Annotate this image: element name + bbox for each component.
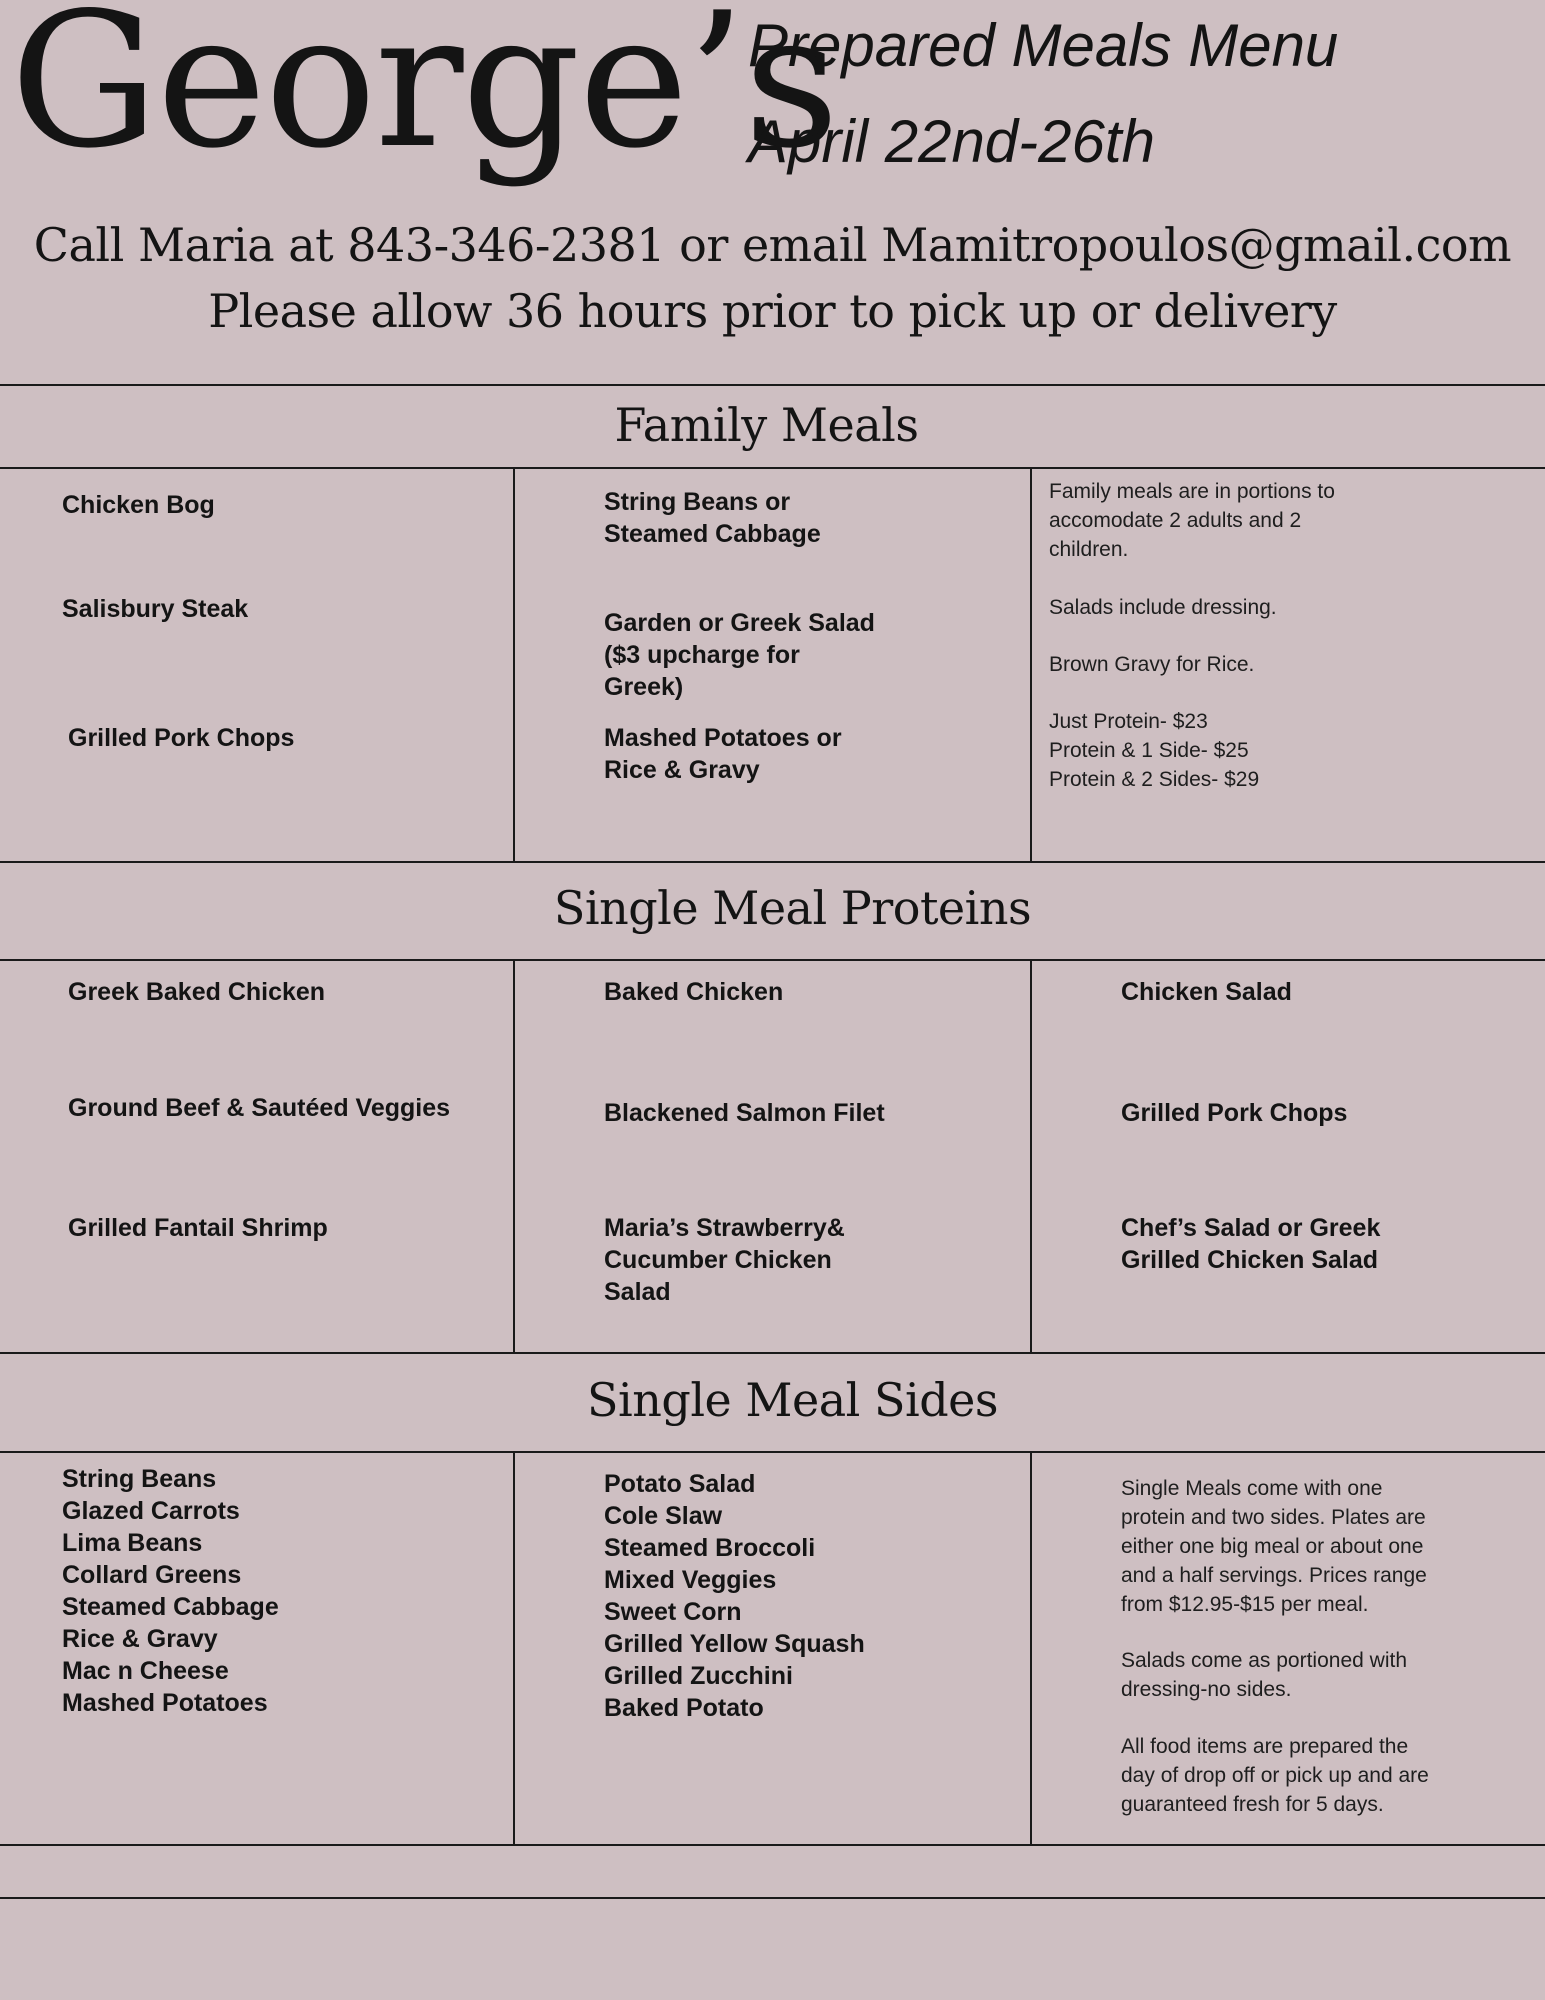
menu-item-line: Grilled Chicken Salad [1121,1246,1379,1274]
price-line: Protein & 1 Side- $25 [1049,739,1249,762]
column-divider [1030,959,1032,1352]
divider [0,384,1545,386]
list-item: Mac n Cheese [62,1657,229,1685]
menu-item: Baked Chicken [604,978,784,1006]
list-item: Mashed Potatoes [62,1689,268,1717]
divider [0,467,1545,469]
price-line: Just Protein- $23 [1049,710,1208,733]
column-divider [513,467,515,861]
menu-subtitle: Prepared Meals Menu [748,12,1339,79]
menu-item: Grilled Pork Chops [68,724,295,752]
side-option-line: ($3 upcharge for [604,641,800,669]
side-option [604,722,842,786]
salad-note: Salads include dressing. [1049,596,1277,619]
pricing-list [1049,707,1259,794]
divider [0,1451,1545,1453]
side-option [604,486,821,550]
single-meal-note: Single Meals come with one protein and two sides. Plates are either one big meal or about one and a half servings. Prices range from $12.95-$15 per meal. [1121,1477,1427,1616]
menu-item: Ground Beef & Sautéed Veggies [68,1094,451,1122]
menu-item: Grilled Fantail Shrimp [68,1214,328,1242]
portion-note: Family meals are in portions to accomodate 2 adults and 2 children. [1049,480,1335,561]
list-item: Baked Potato [604,1694,764,1722]
column-divider [1030,467,1032,861]
menu-item: Blackened Salmon Filet [604,1099,885,1127]
sides-list [62,1463,279,1719]
menu-item-line: Cucumber Chicken [604,1246,832,1274]
divider [0,861,1545,863]
list-item: Glazed Carrots [62,1497,240,1525]
list-item: Sweet Corn [604,1598,742,1626]
divider [0,1897,1545,1899]
list-item: Lima Beans [62,1529,203,1557]
section-title-single-sides: Single Meal Sides [587,1373,998,1427]
divider [0,1844,1545,1846]
section-title-single-proteins: Single Meal Proteins [553,881,1032,935]
side-option-line: Mashed Potatoes or [604,724,842,752]
divider [0,959,1545,961]
list-item: Collard Greens [62,1561,242,1589]
contact-line: Call Maria at 843-346-2381 or email Mamitropoulos@gmail.com [33,218,1512,272]
menu-item: Salisbury Steak [62,595,249,623]
list-item: Grilled Zucchini [604,1662,793,1690]
menu-item-line: Salad [604,1278,671,1306]
menu-item-line: Chef’s Salad or Greek [1121,1214,1381,1242]
section-title-family-meals: Family Meals [614,398,919,452]
column-divider [1030,1451,1032,1844]
side-option-line: String Beans or [604,488,791,516]
menu-item [1121,1212,1380,1276]
side-option-line: Greek) [604,673,684,701]
side-option [604,607,875,703]
list-item: Steamed Broccoli [604,1534,816,1562]
sides-list [604,1468,865,1724]
menu-item-line: Maria’s Strawberry& [604,1214,845,1242]
lead-time-notice: Please allow 36 hours prior to pick up or delivery [208,284,1337,338]
gravy-note: Brown Gravy for Rice. [1049,653,1255,676]
side-option-line: Garden or Greek Salad [604,609,875,637]
side-option-line: Rice & Gravy [604,756,760,784]
list-item: Grilled Yellow Squash [604,1630,865,1658]
menu-item [604,1212,845,1308]
list-item: Cole Slaw [604,1502,723,1530]
list-item: Steamed Cabbage [62,1593,279,1621]
list-item: Potato Salad [604,1470,756,1498]
menu-dates: April 22nd-26th [748,108,1155,175]
divider [0,1352,1545,1354]
menu-item: Chicken Bog [62,491,215,519]
salad-note: Salads come as portioned with dressing-no sides. [1121,1649,1407,1701]
list-item: String Beans [62,1465,217,1493]
column-divider [513,1451,515,1844]
menu-item: Greek Baked Chicken [68,978,326,1006]
column-divider [513,959,515,1352]
price-line: Protein & 2 Sides- $29 [1049,768,1260,791]
list-item: Mixed Veggies [604,1566,777,1594]
freshness-note: All food items are prepared the day of drop off or pick up and are guaranteed fresh for 5 days. [1121,1735,1429,1816]
side-option-line: Steamed Cabbage [604,520,821,548]
menu-item: Chicken Salad [1121,978,1292,1006]
list-item: Rice & Gravy [62,1625,218,1653]
menu-item: Grilled Pork Chops [1121,1099,1348,1127]
brand-title: George’s [10,0,838,189]
